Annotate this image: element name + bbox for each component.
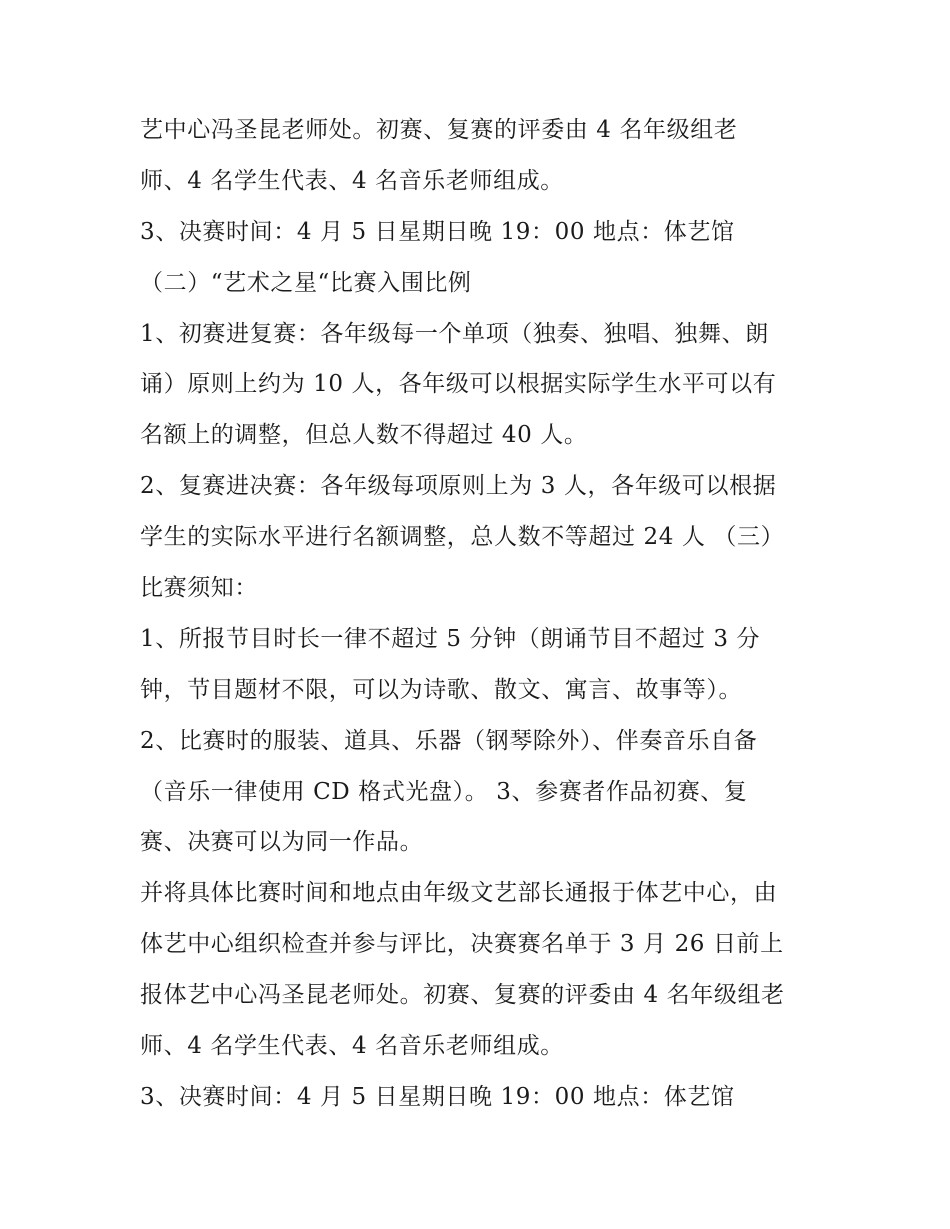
text-line: 2、比赛时的服装、道具、乐器（钢琴除外）、伴奏音乐自备 xyxy=(140,727,758,754)
text-line: 3、决赛时间：4 月 5 日星期日晚 19：00 地点：体艺馆 xyxy=(140,1083,735,1110)
text-line: 学生的实际水平进行名额调整，总人数不等超过 24 人 （三） xyxy=(140,524,785,551)
document-body xyxy=(140,105,830,1123)
text-line: 3、决赛时间：4 月 5 日星期日晚 19：00 地点：体艺馆 xyxy=(140,218,735,245)
text-line: 赛、决赛可以为同一作品。 xyxy=(140,829,424,856)
text-line: （音乐一律使用 CD 格式光盘）。 3、参赛者作品初赛、复 xyxy=(140,778,748,805)
text-line: 体艺中心组织检查并参与评比，决赛赛名单于 3 月 26 日前上 xyxy=(140,931,784,958)
text-line: 师、4 名学生代表、4 名音乐老师组成。 xyxy=(140,1033,564,1060)
text-line: 诵）原则上约为 10 人，各年级可以根据实际学生水平可以有 xyxy=(140,371,777,398)
text-line: 名额上的调整，但总人数不得超过 40 人。 xyxy=(140,422,588,449)
section-heading: （二）“艺术之星“比赛入围比例 xyxy=(140,269,472,296)
text-line: 2、复赛进决赛：各年级每项原则上为 3 人，各年级可以根据 xyxy=(140,473,777,500)
section-heading: 比赛须知： xyxy=(140,575,258,602)
text-line: 1、初赛进复赛：各年级每一个单项（独奏、独唱、独舞、朗 xyxy=(140,320,769,347)
text-line: 报体艺中心冯圣昆老师处。初赛、复赛的评委由 4 名年级组老 xyxy=(140,982,785,1009)
text-line: 并将具体比赛时间和地点由年级文艺部长通报于体艺中心，由 xyxy=(140,880,778,907)
text-line: 艺中心冯圣昆老师处。初赛、复赛的评委由 4 名年级组老 xyxy=(140,117,738,143)
text-line: 1、所报节目时长一律不超过 5 分钟（朗诵节目不超过 3 分 xyxy=(140,625,761,652)
text-line: 师、4 名学生代表、4 名音乐老师组成。 xyxy=(140,167,564,194)
text-line: 钟，节目题材不限，可以为诗歌、散文、寓言、故事等）。 xyxy=(140,676,743,703)
